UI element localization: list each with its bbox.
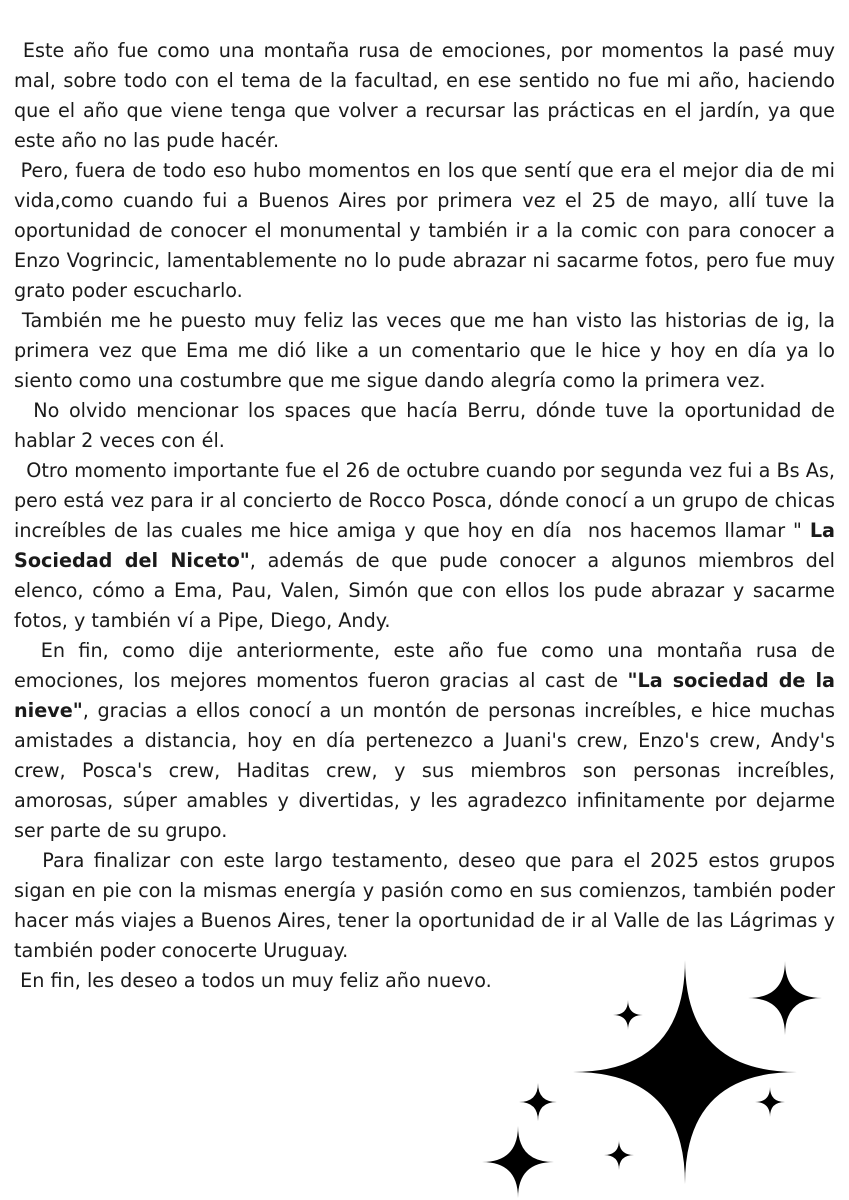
small-sparkle-icon <box>613 1000 643 1030</box>
paragraph-text: En fin, les deseo a todos un muy feliz año nuevo. <box>14 969 492 992</box>
paragraph-text: Este año fue como una montaña rusa de emociones, por momentos la pasé muy mal, sobre todo con el tema de la facultad, en ese sentido no fue mi año, haciendo que el año que viene tenga que volver a recursar las prácticas en el jardín, ya que este año no las pude hacér. <box>14 39 842 152</box>
paragraph-text: En fin, como dije anteriormente, este año fue como una montaña rusa de emociones, los mejores momentos fueron gracias al cast de <box>14 639 842 692</box>
bold-group-name: La Sociedad del Niceto" <box>14 519 842 572</box>
paragraph-text: , gracias a ellos conocí a un montón de personas increíbles, e hice muchas amistades a distancia, hoy en día pertenezco a Juani's crew, Enzo's crew, Andy's crew, Posca's crew, Haditas crew, y sus miembros son personas increíbles, amorosas, súper amables y divertidas, y les agradezco infinitamente por dejarme ser parte de su grupo. <box>14 699 842 842</box>
small-sparkle-icon <box>519 1083 557 1121</box>
large-sparkle-icon <box>573 960 797 1184</box>
sparkle-group <box>482 960 822 1198</box>
paragraph-text: , además de que pude conocer a algunos miembros del elenco, cómo a Ema, Pau, Valen, Simón que con ellos los pude abrazar y sacarme fotos, y también ví a Pipe, Diego, Andy. <box>14 549 842 632</box>
bold-movie-title: "La sociedad de la nieve" <box>14 669 842 722</box>
paragraph-text: Otro momento importante fue el 26 de octubre cuando por segunda vez fui a Bs As, pero está vez para ir al concierto de Rocco Posca, dónde conocí a un grupo de chicas increíbles de las cuales me hice amiga y que hoy en día nos hacemos llamar " <box>14 459 842 542</box>
paragraph-text: Para finalizar con este largo testamento, deseo que para el 2025 estos grupos sigan en pie con la mismas energía y pasión como en sus comienzos, también poder hacer más viajes a Buenos Aires, tener la oportunidad de ir al Valle de las Lágrimas y también poder conocerte Uruguay. <box>14 849 842 962</box>
small-sparkle-icon <box>604 1140 634 1170</box>
medium-sparkle-icon <box>482 1126 554 1198</box>
paragraph-text: No olvido mencionar los spaces que hacía Berru, dónde tuve la oportunidad de hablar 2 veces con él. <box>14 399 842 452</box>
paragraph-text: También me he puesto muy feliz las veces que me han visto las historias de ig, la primera vez que Ema me dió like a un comentario que le hice y hoy en día ya lo siento como una costumbre que me sigue dando alegría como la primera vez. <box>14 309 842 392</box>
medium-sparkle-icon <box>748 961 822 1035</box>
small-sparkle-icon <box>755 1087 785 1117</box>
paragraph-text: Pero, fuera de todo eso hubo momentos en los que sentí que era el mejor dia de mi vida,como cuando fui a Buenos Aires por primera vez el 25 de mayo, allí tuve la oportunidad de conocer el monumental y también ir a la comic con para conocer a Enzo Vogrincic, lamentablemente no lo pude abrazar ni sacarme fotos, pero fue muy grato poder escucharlo. <box>14 159 842 302</box>
